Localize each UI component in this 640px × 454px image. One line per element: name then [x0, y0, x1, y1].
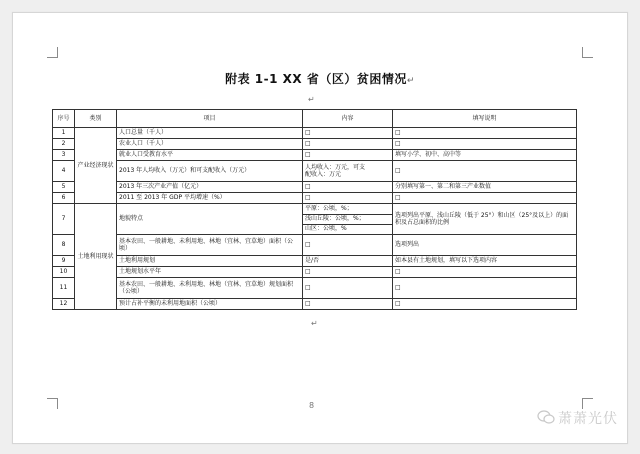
table-row [53, 139, 577, 150]
row-item: 土地规划水平年 [117, 267, 303, 278]
watermark-text: 萧萧光伏 [558, 411, 618, 427]
document-page [12, 12, 628, 444]
row-note: □ [393, 278, 577, 299]
row-note: 选项列出平原、浅山丘陵（低于 25°）和山区（25°及以上）的面积及占总面积的比例 [393, 204, 577, 235]
row-content [303, 204, 393, 235]
row-content: □ [303, 235, 393, 256]
row-item: 2011 至 2013 年 GDP 平均增速（%） [117, 193, 303, 204]
content-line: 平原：公顷，%； [303, 205, 392, 215]
table-row [53, 182, 577, 193]
row-item: 2013 年三次产业产值（亿元） [117, 182, 303, 193]
row-item: 基本农田、一般耕地、未利用地、林地（宜林、宜草地）规划面积（公顷） [117, 278, 303, 299]
table-row [53, 235, 577, 256]
row-note: 如本县有土地规划，填写以下选项内容 [393, 256, 577, 267]
row-item: 农业人口（千人） [117, 139, 303, 150]
table-row [53, 204, 577, 235]
row-content: □ [303, 128, 393, 139]
row-content: □ [303, 267, 393, 278]
table-header-row [53, 110, 577, 128]
header-category: 类别 [75, 110, 117, 128]
row-note: 选项列出 [393, 235, 577, 256]
row-note: □ [393, 299, 577, 310]
table-row [53, 193, 577, 204]
page-number: 8 [309, 401, 315, 410]
row-note: □ [393, 193, 577, 204]
row-item: 人口总量（千人） [117, 128, 303, 139]
row-content: □ [303, 299, 393, 310]
row-no: 9 [53, 256, 75, 267]
table-row [53, 128, 577, 139]
row-content: 是/否 [303, 256, 393, 267]
row-note: 填写小学、初中、高中等 [393, 150, 577, 161]
row-no: 4 [53, 161, 75, 182]
poverty-table [52, 109, 577, 310]
row-item: 2013 年人均收入（万元）和可支配收入（万元） [117, 161, 303, 182]
document-title [13, 70, 627, 87]
content-line: 浅山丘陵：公顷，%； [303, 215, 392, 225]
watermark [537, 408, 618, 428]
crop-mark-top-left [47, 47, 58, 58]
paragraph-mark: ↵ [406, 76, 415, 86]
content-line: 人均收入：万元，可支 [305, 163, 366, 171]
row-no: 12 [53, 299, 75, 310]
row-no: 3 [53, 150, 75, 161]
row-note: □ [393, 128, 577, 139]
row-no: 6 [53, 193, 75, 204]
table-row [53, 161, 577, 182]
content-line: 山区：公顷，% [305, 224, 347, 232]
row-item: 土地利用规划 [117, 256, 303, 267]
row-no: 11 [53, 278, 75, 299]
row-item: 预计占补平衡的未利用地面积（公顷） [117, 299, 303, 310]
row-item: 基本农田、一般耕地、未利用地、林地（宜林、宜草地）面积（公顷） [117, 235, 303, 256]
row-content: □ [303, 278, 393, 299]
row-content: □ [303, 182, 393, 193]
header-content: 内容 [303, 110, 393, 128]
category-economy: 产业经济现状 [75, 128, 117, 204]
row-no: 2 [53, 139, 75, 150]
crop-mark-top-right [582, 47, 593, 58]
row-no: 1 [53, 128, 75, 139]
table-row [53, 150, 577, 161]
category-land: 土地利用现状 [75, 204, 117, 310]
header-item: 项目 [117, 110, 303, 128]
table-row [53, 299, 577, 310]
paragraph-mark: ↵ [308, 95, 315, 104]
row-item: 就业人口受教育水平 [117, 150, 303, 161]
header-note: 填写说明 [393, 110, 577, 128]
row-content: □ [303, 150, 393, 161]
row-note: 分别填写第一、第二和第三产业数值 [393, 182, 577, 193]
row-no: 7 [53, 204, 75, 235]
table-row [53, 267, 577, 278]
row-content: □ [303, 139, 393, 150]
row-item: 地貌特点 [117, 204, 303, 235]
paragraph-mark: ↵ [311, 319, 318, 328]
row-content [303, 161, 393, 182]
table-row [53, 256, 577, 267]
content-line: 配收入：万元 [305, 171, 342, 178]
document-title-text: 附表 1-1 XX 省（区）贫困情况 [225, 72, 407, 86]
row-note: □ [393, 161, 577, 182]
row-note: □ [393, 139, 577, 150]
crop-mark-bottom-left [47, 398, 58, 409]
row-no: 8 [53, 235, 75, 256]
row-note: □ [393, 267, 577, 278]
row-content: □ [303, 193, 393, 204]
row-no: 5 [53, 182, 75, 193]
table-row [53, 278, 577, 299]
wechat-icon [537, 410, 555, 428]
row-no: 10 [53, 267, 75, 278]
header-no: 序号 [53, 110, 75, 128]
